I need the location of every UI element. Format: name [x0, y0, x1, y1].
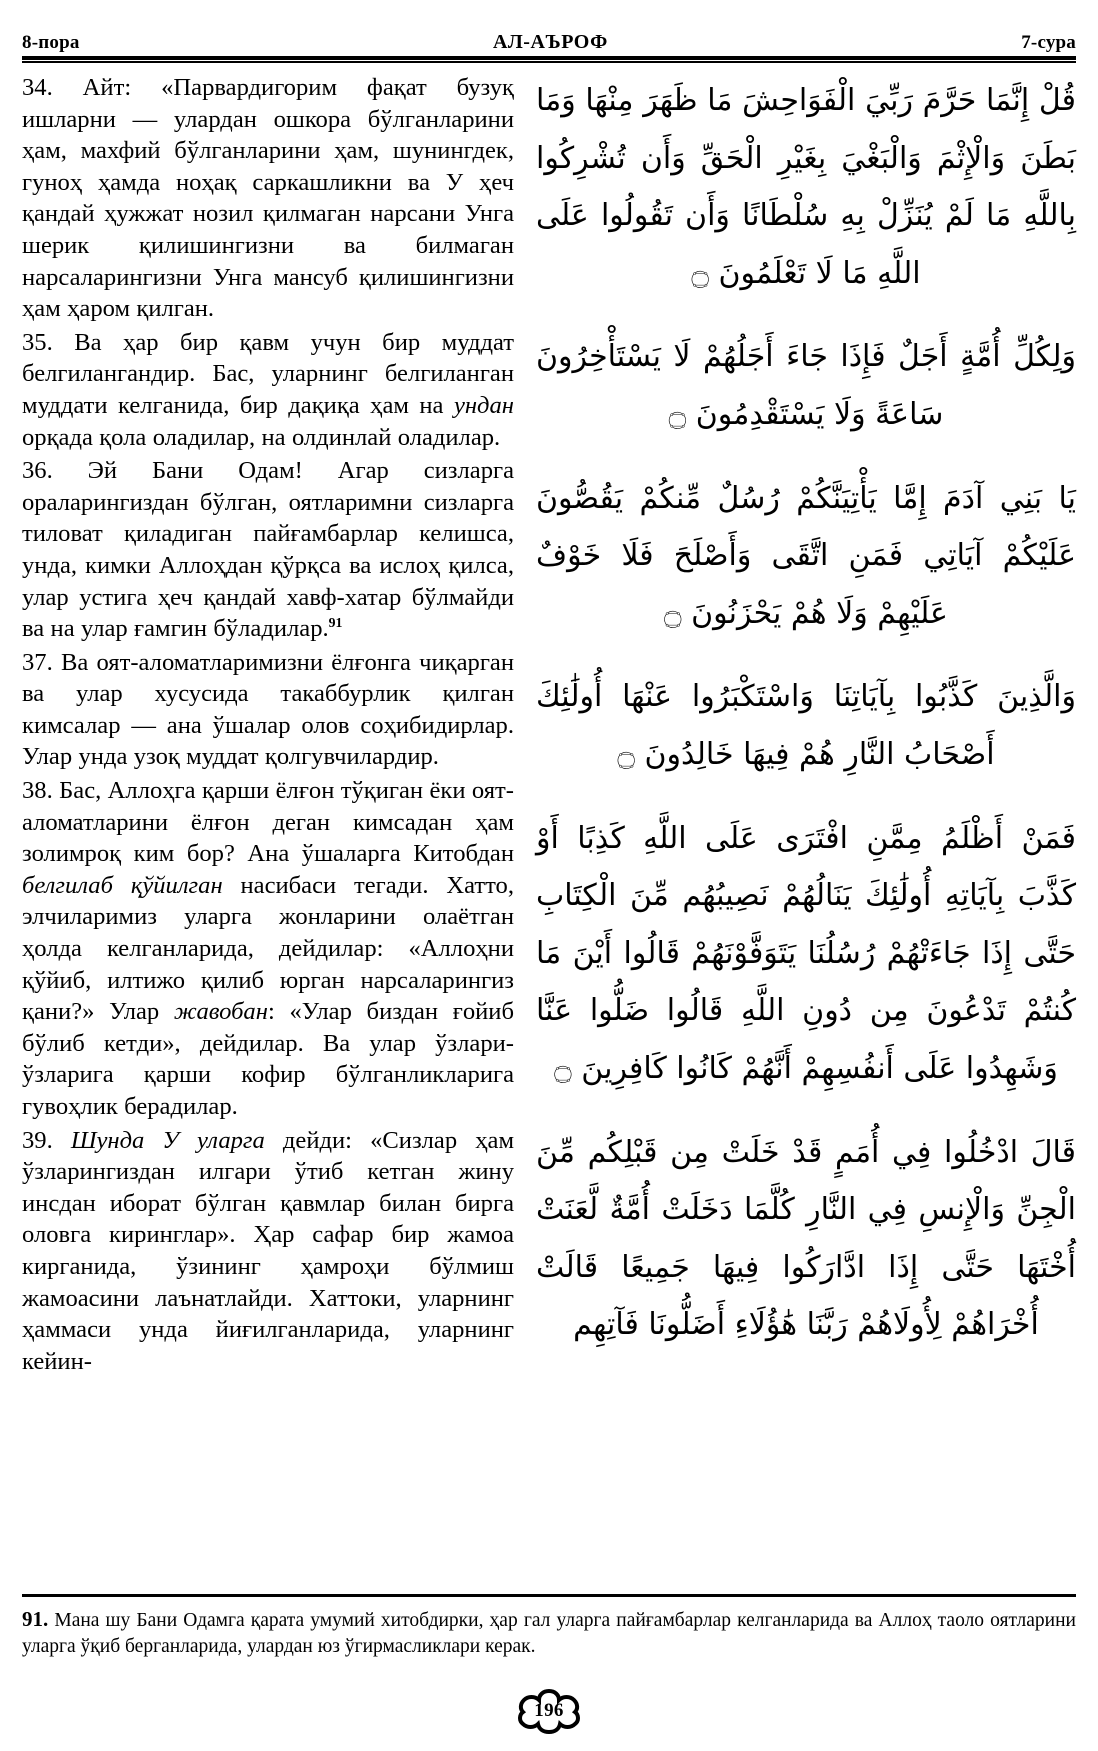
ayah-block: [536, 470, 1076, 643]
ayah-block: [536, 668, 1076, 783]
page-number: 196: [534, 1700, 564, 1721]
verse-text: Айт: «Парвардигорим фақат бузуқ ишларни — улардан ошкора бўлганларини ҳам, махфий бўлганларини ҳам, шунингдек, гуноҳ ҳамда ноҳақ саркашликни ва У ҳеч қандай ҳужжат нозил қилмаган нарсани Унга шерик қилишингизни ва билмаган нарсаларингизни Унга мансуб қилишингизни ҳам ҳаром қилган.: [22, 74, 514, 323]
page-number-ornament: [0, 1688, 1098, 1734]
ayah-block: [536, 1124, 1076, 1354]
verse-text: Бас, Аллоҳга қарши ёлғон тўқиган ёки оят-аломатларини ёлғон деган кимсадан ҳам золимроқ ким бор? Ана ўшаларга Китобдан: [22, 777, 514, 868]
ayah-text: قُلْ إِنَّمَا حَرَّمَ رَبِّيَ الْفَوَاحِشَ مَا ظَهَرَ مِنْهَا وَمَا بَطَنَ وَالْإِثْمَ وَالْبَغْيَ بِغَيْرِ الْحَقِّ وَأَن تُشْرِكُوا بِاللَّهِ مَا لَمْ يُنَزِّلْ بِهِ سُلْطَانًا وَأَن تَقُولُوا عَلَى اللَّهِ مَا لَا تَعْلَمُونَ ۝: [536, 83, 1076, 291]
verse-text: Эй Бани Одам! Агар сизларга ораларингиздан бўлган, оятларимни сизларга тиловат қиладиган пайғамбарлар келишса, унда, кимки Аллоҳдан қўрқса ва ислоҳ қилса, улар устига ҳеч қандай хавф-хатар бўлмайди ва на улар ғамгин бўладилар.: [22, 457, 514, 643]
verse-text: Ва оят-аломатларимизни ёлғонга чиқарган ва улар хусусида такаббурлик қилган кимсалар — ана ўшалар олов соҳибидирлар. Улар унда узоқ муддат қолгувчилардир.: [22, 648, 514, 771]
translation-verse: [22, 72, 514, 325]
verse-text: орқада қола оладилар, на олдинлай оладилар.: [22, 423, 501, 451]
verse-number: 39.: [22, 1126, 53, 1154]
header-divider: [22, 56, 1076, 64]
footnote-marker: 91: [328, 614, 343, 630]
verse-number: 38.: [22, 777, 53, 805]
footnote-number: 91.: [22, 1607, 49, 1631]
ayah-text: يَا بَنِي آدَمَ إِمَّا يَأْتِيَنَّكُمْ رُسُلٌ مِّنكُمْ يَقُصُّونَ عَلَيْكُمْ آيَاتِي فَمَنِ اتَّقَى وَأَصْلَحَ فَلَا خَوْفٌ عَلَيْهِمْ وَلَا هُمْ يَحْزَنُونَ ۝: [536, 480, 1076, 631]
body-columns: [22, 72, 1076, 1582]
footnote: [22, 1606, 1076, 1660]
page-title: АЛ-АЪРОФ: [492, 31, 608, 53]
verse-emphasis: белгилаб қўйилган: [22, 871, 223, 899]
ayah-block: [536, 72, 1076, 302]
running-header: [22, 20, 1076, 54]
translation-verse: [22, 775, 514, 1123]
ayah-text: فَمَنْ أَظْلَمُ مِمَّنِ افْتَرَى عَلَى اللَّهِ كَذِبًا أَوْ كَذَّبَ بِآيَاتِهِ أُولَٰئِكَ يَنَالُهُمْ نَصِيبُهُم مِّنَ الْكِتَابِ حَتَّى إِذَا جَاءَتْهُمْ رُسُلُنَا يَتَوَفَّوْنَهُمْ قَالُوا أَيْنَ مَا كُنتُمْ تَدْعُونَ مِن دُونِ اللَّهِ قَالُوا ضَلُّوا عَنَّا وَشَهِدُوا عَلَى أَنفُسِهِمْ أَنَّهُمْ كَانُوا كَافِرِينَ ۝: [536, 820, 1076, 1086]
ayah-block: [536, 810, 1076, 1098]
verse-emphasis: ундан: [453, 391, 514, 419]
verse-emphasis: Шунда У уларга: [70, 1126, 265, 1154]
verse-text: Ва ҳар бир қавм учун бир муддат белгилангандир. Бас, уларнинг белгиланган муддати келганида, бир дақиқа ҳам на: [22, 328, 514, 419]
arabic-column: [536, 72, 1076, 1582]
footnote-text: Мана шу Бани Одамга қарата умумий хитобдирки, ҳар гал уларга пайғамбарлар келганларида ва Аллоҳ таоло оятларини уларга ўқиб берганларида, улардан юз ўгирмасликлари керак.: [22, 1610, 1076, 1657]
verse-number: 35.: [22, 328, 53, 356]
ayah-text: قَالَ ادْخُلُوا فِي أُمَمٍ قَدْ خَلَتْ مِن قَبْلِكُم مِّنَ الْجِنِّ وَالْإِنسِ فِي النَّارِ كُلَّمَا دَخَلَتْ أُمَّةٌ لَّعَنَتْ أُخْتَهَا حَتَّى إِذَا ادَّارَكُوا فِيهَا جَمِيعًا قَالَتْ أُخْرَاهُمْ لِأُولَاهُمْ رَبَّنَا هَٰؤُلَاءِ أَضَلُّونَا فَآتِهِم: [536, 1134, 1076, 1343]
translation-verse: [22, 327, 514, 453]
verse-number: 37.: [22, 648, 53, 676]
verse-number: 36.: [22, 457, 53, 485]
verse-emphasis: жавобан: [173, 998, 268, 1026]
verse-text: : «Улар биздан ғойиб бўлиб кетди», дейдилар. Ва улар ўзлари-ўзларига қарши кофир бўлганликларига гувоҳлик берадилар.: [22, 998, 514, 1120]
translation-verse: [22, 647, 514, 773]
footnote-divider: [22, 1594, 1076, 1597]
verse-text: насибаси тегади. Хатто, элчиларимиз уларга жонларини олаётган ҳолда келганларида, дейдилар: «Аллоҳни қўйиб, илтижо қилиб юрган нарсаларингиз қани?» Улар: [22, 871, 514, 1026]
ayah-text: وَلِكُلِّ أُمَّةٍ أَجَلٌ فَإِذَا جَاءَ أَجَلُهُمْ لَا يَسْتَأْخِرُونَ سَاعَةً وَلَا يَسْتَقْدِمُونَ ۝: [536, 339, 1076, 432]
translation-verse: [22, 1125, 514, 1378]
verse-text: дейди: «Сизлар ҳам ўзларингиздан илгари ўтиб кетган жину инсдан иборат бўлган қавмлар билан бирга оловга киринглар». Ҳар сафар бир жамоа кирганида, ўзининг ҳамроҳи бўлмиш жамоасини лаънатлайди. Хаттоки, уларнинг ҳаммаси унда йиғилганларида, уларнинг кейин-: [22, 1126, 515, 1375]
translation-verse: [22, 455, 514, 645]
header-juz-label: 8-пора: [22, 32, 80, 53]
translation-column: [22, 72, 514, 1582]
verse-text: [53, 1127, 71, 1154]
verse-number: 34.: [22, 74, 53, 101]
header-surah-label: 7-сура: [1021, 32, 1076, 53]
ayah-block: [536, 328, 1076, 443]
ayah-text: وَالَّذِينَ كَذَّبُوا بِآيَاتِنَا وَاسْتَكْبَرُوا عَنْهَا أُولَٰئِكَ أَصْحَابُ النَّارِ هُمْ فِيهَا خَالِدُونَ ۝: [536, 679, 1076, 772]
